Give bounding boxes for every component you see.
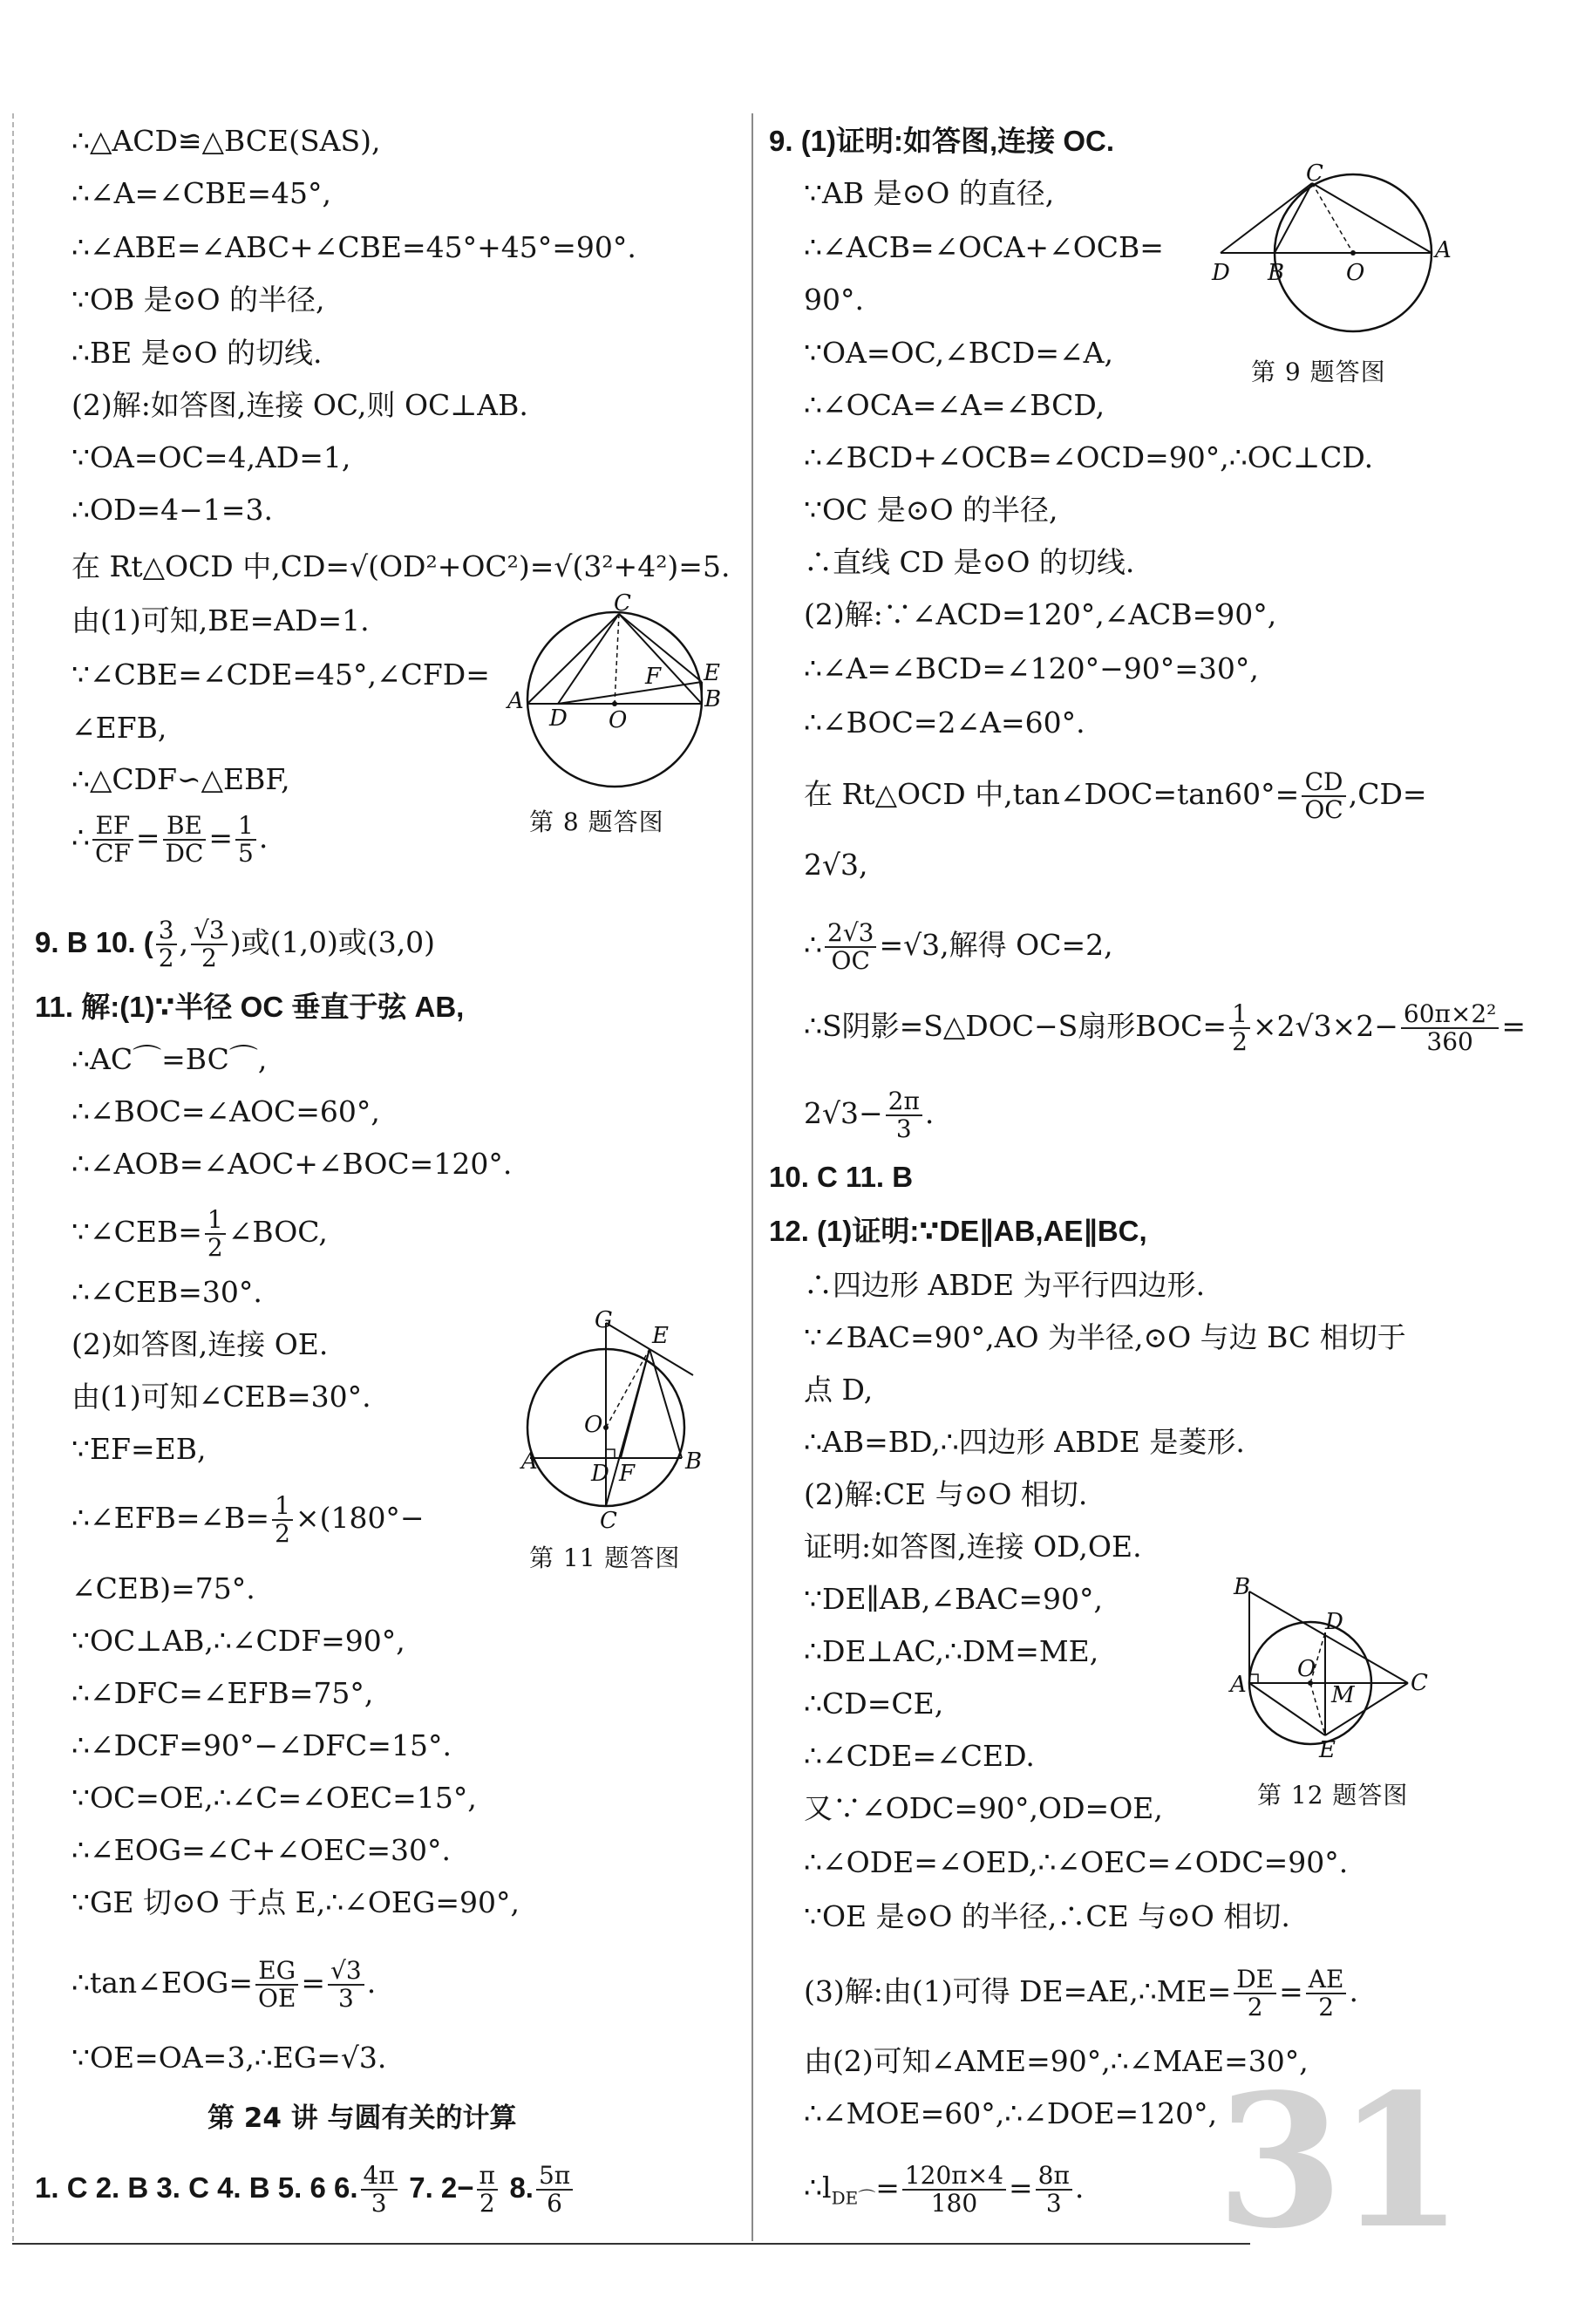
denominator: 2 <box>1247 1993 1263 2021</box>
label-O: O <box>584 1412 603 1438</box>
text-line: ∴∠CEB=30°. <box>71 1275 262 1309</box>
label-C: C <box>1306 160 1323 187</box>
denominator: CF <box>95 839 131 868</box>
fraction-root3-2 <box>191 917 228 971</box>
fraction-arc-length <box>902 2163 1006 2217</box>
label-B: B <box>1234 1574 1251 1600</box>
fraction-8pi-3 <box>1036 2163 1072 2217</box>
label-C: C <box>614 590 631 617</box>
figure-12-circle-diagram <box>1225 1574 1434 1765</box>
text-line: (2)解:如答图,连接 OC,则 OC⊥AB. <box>71 388 528 422</box>
figure-9-circle-diagram <box>1212 160 1465 339</box>
text: ,CD= <box>1348 777 1427 811</box>
text-line: 证明:如答图,连接 OD,OE. <box>804 1530 1142 1564</box>
fraction-5pi-6 <box>536 2163 573 2217</box>
text-line <box>804 920 1113 974</box>
text-line: ∴∠BOC=∠AOC=60°, <box>71 1094 380 1128</box>
text-line: ∴CD=CE, <box>804 1687 944 1721</box>
text-line: ∴DE⊥AC,∴DM=ME, <box>804 1634 1099 1668</box>
text-line <box>804 769 1427 823</box>
answer-label: 9. B 10. ( <box>35 926 153 958</box>
text-line: ∴∠AOB=∠AOC+∠BOC=120°. <box>71 1147 513 1181</box>
fraction-one-fifth <box>235 813 256 867</box>
fraction-4pi-3 <box>361 2163 398 2217</box>
numerator: 2√3 <box>825 920 876 948</box>
numerator: 120π×4 <box>902 2163 1006 2191</box>
denominator: 2 <box>201 944 217 972</box>
text-line: ∵OC⊥AB,∴∠CDF=90°, <box>71 1624 405 1658</box>
denominator: 3 <box>337 1984 354 2013</box>
text-line: ∵EF=EB, <box>71 1432 207 1466</box>
label-B: B <box>685 1448 703 1475</box>
left-margin-rule <box>12 113 14 2241</box>
fraction-cd-oc <box>1302 769 1345 823</box>
text-line: ∵OC=OE,∴∠C=∠OEC=15°, <box>71 1781 477 1815</box>
problem-11-text: 11. 解:(1)∵半径 OC 垂直于弦 AB, <box>35 991 465 1023</box>
answer-tail: )或(1,0)或(3,0) <box>229 925 436 959</box>
numerator: 1 <box>235 813 256 841</box>
label-E: E <box>652 1323 669 1349</box>
therefore-symbol: ∴ <box>71 821 90 855</box>
text-line: ∠CEB)=75°. <box>71 1571 255 1605</box>
text-line: ∴∠MOE=60°,∴∠DOE=120°, <box>804 2096 1218 2130</box>
text-line: ∴∠OCA=∠A=∠BCD, <box>804 388 1105 422</box>
text-line: (2)解:CE 与⊙O 相切. <box>804 1477 1088 1511</box>
text-line: 2√3− $\frac{2\pi}{3}$ . <box>804 1087 935 1143</box>
numerator: 60π×2² <box>1401 1001 1500 1029</box>
text-line: ∴OD=4−1=3. <box>71 493 273 527</box>
text: ∴ <box>804 928 822 962</box>
denominator: 180 <box>930 2189 978 2218</box>
numerator: 5π <box>536 2163 573 2191</box>
label-A: A <box>1230 1672 1247 1698</box>
text-line: ∴∠BOC=2∠A=60°. <box>804 705 1085 739</box>
problem-9-text: 9. (1)证明:如答图,连接 OC. <box>769 125 1115 157</box>
text-line: ∴∠DCF=90°−∠DFC=15°. <box>71 1728 452 1762</box>
label-A: A <box>521 1448 538 1475</box>
numerator: AE <box>1306 1966 1347 1994</box>
denominator: 2 <box>158 944 174 972</box>
arc-subscript: DE⌒ <box>831 2187 876 2209</box>
fraction-half <box>1229 1001 1250 1055</box>
text: ×(180°− <box>295 1501 425 1535</box>
answer-label: 7. 2− <box>409 2171 474 2204</box>
text-line: ∴BE 是⊙O 的切线. <box>71 336 323 370</box>
text-line: 由(2)可知∠AME=90°,∴∠MAE=30°, <box>804 2044 1309 2078</box>
text-line: 由(1)可知∠CEB=30°. <box>71 1380 371 1414</box>
text-line: ∠EFB, <box>71 711 167 745</box>
label-O: O <box>609 707 628 733</box>
text: (3)解:由(1)可得 DE=AE,∴ME= <box>804 1974 1232 2008</box>
denominator: 2 <box>275 1519 290 1548</box>
text: ∵∠CEB= <box>71 1215 202 1249</box>
fraction-2root3-oc <box>825 920 876 974</box>
numerator: CD <box>1302 769 1345 797</box>
label-D: D <box>1212 260 1230 286</box>
denominator: 3 <box>895 1114 912 1143</box>
text-line: ∴tan∠EOG= $\frac{EG}{OE}$ = $\frac{√3}{3}$ . <box>71 1956 377 2013</box>
denominator: OC <box>831 946 870 975</box>
text: ∠BOC, <box>228 1215 328 1249</box>
bottom-rule <box>12 2243 1250 2245</box>
fraction-half <box>205 1207 226 1261</box>
fraction-be-dc <box>163 813 207 867</box>
problem-12-text: 12. (1)证明:∵DE∥AB,AE∥BC, <box>769 1215 1147 1247</box>
figure-8-circle-diagram <box>506 590 732 790</box>
denominator: 2 <box>207 1233 223 1262</box>
text-line: ∵AB 是⊙O 的直径, <box>804 176 1055 210</box>
text-line: ∴∠ACB=∠OCA+∠OCB= <box>804 230 1164 264</box>
numerator: 3 <box>156 917 177 945</box>
fraction-sector <box>1401 1001 1500 1055</box>
figure-12-caption: 第 12 题答图 <box>1257 1781 1409 1809</box>
fraction-root3-3 <box>328 1958 364 2012</box>
label-C: C <box>1411 1670 1428 1696</box>
numerator: 8π <box>1036 2163 1072 2191</box>
page-number: 31 <box>1216 2054 1458 2269</box>
label-B: B <box>704 686 722 712</box>
text-line: ∵GE 切⊙O 于点 E,∴∠OEG=90°, <box>71 1885 520 1919</box>
fraction-eg-oe <box>255 1958 298 2012</box>
text-line <box>71 1493 425 1547</box>
label-E: E <box>1319 1737 1336 1763</box>
denominator: 3 <box>1045 2189 1062 2218</box>
denominator: 2 <box>1232 1027 1248 1056</box>
answer-label: 8. <box>509 2171 534 2204</box>
fraction-half <box>272 1493 293 1547</box>
text-line: ∴AB=BD,∴四边形 ABDE 是菱形. <box>804 1425 1245 1459</box>
text: 2√3− <box>804 1096 883 1130</box>
text-line: 2√3, <box>804 848 868 882</box>
text-line: ∵OB 是⊙O 的半径, <box>71 283 325 317</box>
text-line: ∴∠DFC=∠EFB=75°, <box>71 1676 374 1710</box>
fraction-de-2 <box>1234 1966 1276 2021</box>
text-line: 由(1)可知,BE=AD=1. <box>71 603 370 637</box>
figure-11-caption: 第 11 题答图 <box>529 1544 681 1572</box>
text-line: ∴ $\frac{EF}{CF}$ = $\frac{BE}{DC}$ = $\frac{1}{5}$ . <box>71 811 269 868</box>
text-line: ∴∠BCD+∠OCB=∠OCD=90°,∴OC⊥CD. <box>804 440 1374 474</box>
text-line: ∵OE=OA=3,∴EG=√3. <box>71 2041 387 2075</box>
text-line: ∴∠ABE=∠ABC+∠CBE=45°+45°=90°. <box>71 230 636 264</box>
text-line: ∵OA=OC,∠BCD=∠A, <box>804 336 1113 370</box>
text-line: ∴AC⌒=BC⌒, <box>71 1042 268 1076</box>
text-line: 又∵∠ODC=90°,OD=OE, <box>804 1791 1163 1825</box>
answer-label: 10. C 11. B <box>769 1161 914 1193</box>
numerator: DE <box>1234 1966 1276 1994</box>
text: ∴∠EFB=∠B= <box>71 1501 270 1535</box>
label-D: D <box>591 1461 609 1487</box>
label-M: M <box>1331 1682 1355 1708</box>
text-line: ∵∠CBE=∠CDE=45°,∠CFD= <box>71 658 490 692</box>
text-line: ∴∠A=∠BCD=∠120°−90°=30°, <box>804 651 1259 685</box>
text-line: ∵∠BAC=90°,AO 为半径,⊙O 与边 BC 相切于 <box>804 1320 1406 1354</box>
figure-9-caption: 第 9 题答图 <box>1251 358 1386 386</box>
text-line: (2)如答图,连接 OE. <box>71 1327 329 1361</box>
denominator: OC <box>1304 795 1343 824</box>
denominator: 2 <box>479 2189 495 2218</box>
column-divider <box>751 113 753 2241</box>
text-line: ∴△CDF∽△EBF, <box>71 762 290 796</box>
denominator: 6 <box>547 2189 562 2218</box>
numerator: EF <box>92 813 133 841</box>
text-line: ∴∠CDE=∠CED. <box>804 1739 1035 1773</box>
figure-8-caption: 第 8 题答图 <box>529 808 664 836</box>
text-line: ∵DE∥AB,∠BAC=90°, <box>804 1582 1103 1616</box>
answer-line-10-11 <box>769 1158 913 1196</box>
text-line: (2)解:∵∠ACD=120°,∠ACB=90°, <box>804 597 1277 631</box>
text: ∴l <box>804 2171 832 2205</box>
text-line: ∴∠A=∠CBE=45°, <box>71 176 331 210</box>
numerator: √3 <box>328 1958 364 1986</box>
label-D: D <box>549 705 568 732</box>
problem-11-title <box>35 988 464 1026</box>
answer-line-9-10: 9. B 10. ( $\frac{3}{2}$ , $\frac{√3}{2}$ )或(1,0)或(3,0) <box>35 916 436 972</box>
text: ∴tan∠EOG= <box>71 1966 253 2000</box>
label-O: O <box>1297 1656 1316 1682</box>
text-line: ∴∠EOG=∠C+∠OEC=30°. <box>71 1833 452 1867</box>
denominator: 2 <box>1318 1993 1335 2021</box>
answer-line-24 <box>35 2163 575 2217</box>
text-line: 90°. <box>804 283 864 317</box>
numerator: 2π <box>886 1088 922 1116</box>
numerator: 1 <box>1229 1001 1250 1029</box>
text-line: ∴∠ODE=∠OED,∴∠OEC=∠ODC=90°. <box>804 1845 1349 1879</box>
numerator: √3 <box>191 917 228 945</box>
label-E: E <box>704 660 720 686</box>
denominator: 3 <box>371 2189 387 2218</box>
text: 在 Rt△OCD 中,tan∠DOC=tan60°= <box>804 777 1300 811</box>
text: ×2√3×2− <box>1252 1009 1398 1043</box>
answer-label: 1. C 2. B 3. C 4. B 5. 6 6. <box>35 2171 358 2204</box>
section-heading: 第 24 讲 与圆有关的计算 <box>207 2103 517 2134</box>
text-line: ∴△ACD≌△BCE(SAS), <box>71 124 381 158</box>
numerator: 4π <box>361 2163 398 2191</box>
text-line: ∴直线 CD 是⊙O 的切线. <box>804 545 1135 579</box>
fraction-ae-2 <box>1306 1966 1347 2021</box>
text-line: 点 D, <box>804 1373 874 1407</box>
label-D: D <box>1325 1609 1343 1635</box>
label-A: A <box>507 688 524 714</box>
fraction-pi-2 <box>477 2163 498 2217</box>
label-G: G <box>595 1307 613 1333</box>
denominator: OE <box>258 1984 296 2013</box>
problem-12-title <box>769 1212 1147 1251</box>
text-line <box>804 1001 1526 1055</box>
denominator: DC <box>165 839 204 868</box>
problem-9-title <box>769 122 1114 160</box>
numerator: EG <box>255 1958 298 1986</box>
label-F: F <box>645 664 662 690</box>
text-line: ∵OA=OC=4,AD=1, <box>71 440 351 474</box>
label-O: O <box>1346 260 1365 286</box>
figure-11-circle-diagram <box>521 1307 706 1566</box>
numerator: π <box>477 2163 498 2191</box>
text: ∴S阴影=S△DOC−S扇形BOC= <box>804 1009 1228 1043</box>
text-line: ∴四边形 ABDE 为平行四边形. <box>804 1268 1206 1302</box>
text-line: ∵OC 是⊙O 的半径, <box>804 493 1058 527</box>
numerator: 1 <box>272 1493 293 1521</box>
numerator: BE <box>163 813 207 841</box>
fraction-ef-cf <box>92 813 133 867</box>
text-line: ∵OE 是⊙O 的半径,∴CE 与⊙O 相切. <box>804 1899 1290 1933</box>
label-F: F <box>619 1461 636 1487</box>
text: = <box>1501 1009 1527 1043</box>
numerator: 1 <box>205 1207 226 1235</box>
fraction-3-2 <box>156 917 177 971</box>
label-B: B <box>1268 260 1285 286</box>
label-C: C <box>600 1508 617 1534</box>
text-line: 在 Rt△OCD 中,CD=√(OD²+OC²)=√(3²+4²)=5. <box>71 549 731 583</box>
denominator: 5 <box>238 839 254 868</box>
text-line <box>71 1207 328 1261</box>
denominator: 360 <box>1426 1027 1473 1056</box>
text-line: $\therefore l_{DE⌒}=$ $\frac{120\pi\times 4}{180}$ = $\frac{8\pi}{3}$ . <box>804 2161 1085 2218</box>
text: =√3,解得 OC=2, <box>879 928 1113 962</box>
text-line: (3)解:由(1)可得 DE=AE,∴ME= $\frac{DE}{2}$ = $\frac{AE}{2}$ . <box>804 1965 1358 2021</box>
fraction-2pi-3 <box>886 1088 922 1142</box>
label-A: A <box>1435 237 1452 263</box>
